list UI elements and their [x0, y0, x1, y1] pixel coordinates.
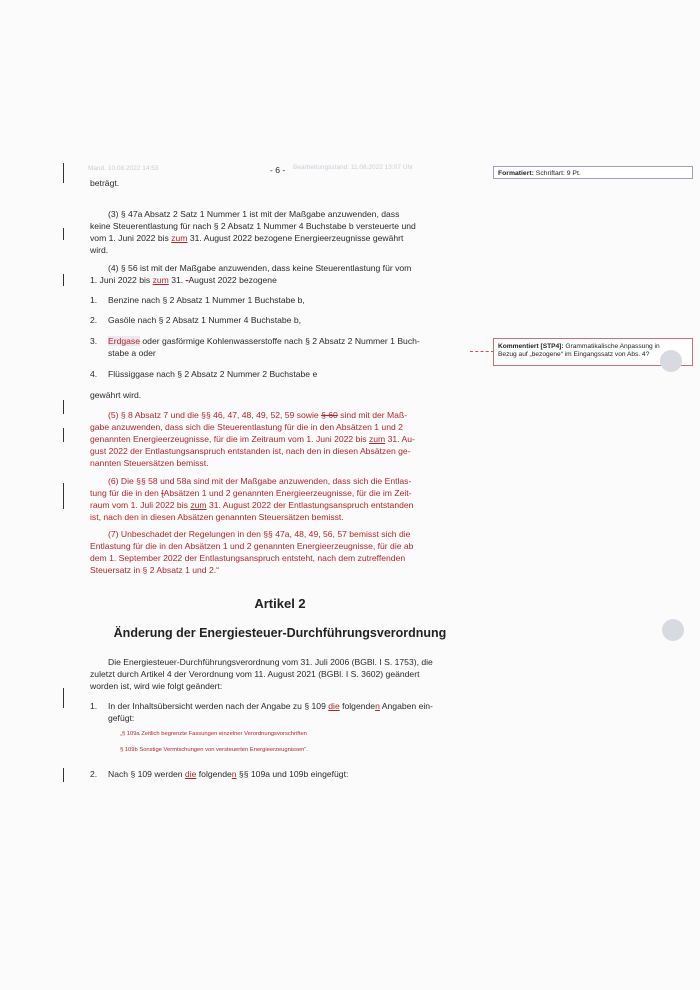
- comment-text-1: Grammatikalische Anpassung in: [565, 343, 660, 350]
- list-item: 2. Gasöle nach § 2 Absatz 1 Nummer 4 Buchstabe b,: [90, 315, 301, 325]
- formatting-note[interactable]: [493, 166, 693, 179]
- text-line: (7) Unbeschadet der Regelungen in den §§ 47a, 48, 49, 56, 57 bemisst sich die: [108, 529, 411, 539]
- change-bar: [63, 688, 64, 708]
- text-line: worden ist, wird wie folgt geändert:: [90, 681, 223, 691]
- text-line: zuletzt durch Artikel 4 der Verordnung vom 11. August 2021 (BGBl. I S. 3602) geändert: [90, 669, 420, 679]
- text-line: (6) Die §§ 58 und 58a sind mit der Maßgabe anzuwenden, dass sich die Entlas-: [108, 476, 412, 486]
- text-line: beträgt.: [90, 178, 120, 188]
- text-line: nannten Steuersätzen bemisst.: [90, 458, 209, 468]
- comment-marker[interactable]: [662, 619, 684, 641]
- page-number: - 6 -: [270, 165, 286, 175]
- text-line: (4) § 56 ist mit der Maßgabe anzuwenden, dass keine Steuerentlastung für vom: [108, 263, 412, 273]
- text-line: Die Energiesteuer-Durchführungsverordnung vom 31. Juli 2006 (BGBl. I S. 1753), die: [108, 657, 433, 667]
- text-line: gust 2022 der Entlastungsanspruch entstanden ist, nach den in diesen Absätzen ge-: [90, 446, 411, 456]
- paragraph-3: [90, 208, 470, 256]
- faint-revision-right: Bearbeitungsstand: 11.08.2022 13:07 Uhr: [293, 164, 414, 171]
- sub-entry: „§ 109a Zeitlich begrenzte Fassungen einzelner Verordnungsvorschriften: [120, 731, 307, 737]
- change-bar: [63, 163, 64, 183]
- text-line: wird.: [90, 245, 109, 255]
- sub-entry: § 109b Sonstige Vermischungen von versteuerten Energieerzeugnissen“.: [120, 747, 308, 753]
- change-bar: [63, 400, 64, 414]
- text-line: raum vom 1. Juli 2022 bis zum 31. August 2022 der Entlastungsanspruch entstanden: [90, 500, 414, 510]
- text-line: Entlastung für die in den Absätzen 1 und 2 genannten Energieerzeugnisse, für die ab: [90, 541, 414, 551]
- text-line: vom 1. Juni 2022 bis zum 31. August 2022 bezogene Energieerzeugnisse gewährt: [90, 233, 404, 243]
- paragraph-4: [90, 262, 470, 286]
- article-heading: Artikel 2: [254, 596, 306, 611]
- change-bar: [63, 483, 64, 509]
- amendment-1: 1. In der Inhaltsübersicht werden nach der Angabe zu § 109 die folgenden Angaben ein- gefügt:: [90, 701, 433, 723]
- comment-label: Kommentiert [STP4]:: [498, 343, 564, 350]
- list-item: 4. Flüssiggase nach § 2 Absatz 2 Nummer 2 Buchstabe e: [90, 369, 318, 379]
- dash-connector: [470, 351, 494, 352]
- text-line: (3) § 47a Absatz 2 Satz 1 Nummer 1 ist mit der Maßgabe anzuwenden, dass: [108, 209, 400, 219]
- change-bar: [63, 768, 64, 782]
- formatting-text: Schriftart: 9 Pt.: [535, 170, 581, 177]
- text-line: gewährt wird.: [90, 390, 142, 400]
- change-bar: [63, 228, 64, 240]
- text-line: keine Steuerentlastung für nach § 2 Absatz 1 Nummer 4 Buchstabe b versteuerte und: [90, 221, 416, 231]
- paragraph-7: [90, 528, 470, 576]
- text-line: 1. Juni 2022 bis zum 31. -August 2022 bezogene: [90, 275, 277, 285]
- comment-marker[interactable]: [660, 350, 682, 372]
- article-title: Änderung der Energiesteuer-Durchführungsverordnung: [113, 626, 447, 640]
- paragraph-6: [90, 475, 470, 523]
- formatting-label: Formatiert:: [498, 170, 534, 177]
- text-line: ist, nach den in diesen Absätzen genannten Steuersätzen bemisst.: [90, 512, 344, 522]
- faint-revision-left: Mand. 10.08.2022 14:53: [88, 165, 159, 172]
- text-line: Steuersatz in § 2 Absatz 1 und 2.“: [90, 565, 219, 575]
- text-line: genannten Energieerzeugnisse, für die im Zeitraum vom 1. Juni 2022 bis zum 31. Au-: [90, 434, 415, 444]
- text-line: (5) § 8 Absatz 7 und die §§ 46, 47, 48, 49, 52, 59 sowie § 60 sind mit der Maß-: [108, 410, 408, 420]
- text-line: dem 1. September 2022 der Entlastungsanspruch entsteht, nach dem zutreffenden: [90, 553, 406, 563]
- list-item: 1. Benzine nach § 2 Absatz 1 Nummer 1 Buchstabe b,: [90, 295, 305, 305]
- article-intro: [90, 656, 470, 692]
- change-bar: [63, 274, 64, 286]
- list-item: 3. Erdgase oder gasförmige Kohlenwasserstoffe nach § 2 Absatz 2 Nummer 1 Buch- stabe a oder: [90, 336, 420, 358]
- paragraph-5: [90, 409, 470, 469]
- change-bar: [63, 428, 64, 442]
- text-line: gabe anzuwenden, dass sich die Steuerentlastung für die in den Absätzen 1 und 2: [90, 422, 403, 432]
- comment-text-2: Bezug auf „bezogene“ im Eingangssatz von Abs. 4?: [498, 351, 650, 358]
- amendment-2: 2. Nach § 109 werden die folgenden §§ 109a und 109b eingefügt:: [90, 769, 349, 779]
- text-line: tung für die in den [Absätzen 1 und 2 genannten Energieerzeugnisse, für die im Zeit-: [90, 488, 412, 498]
